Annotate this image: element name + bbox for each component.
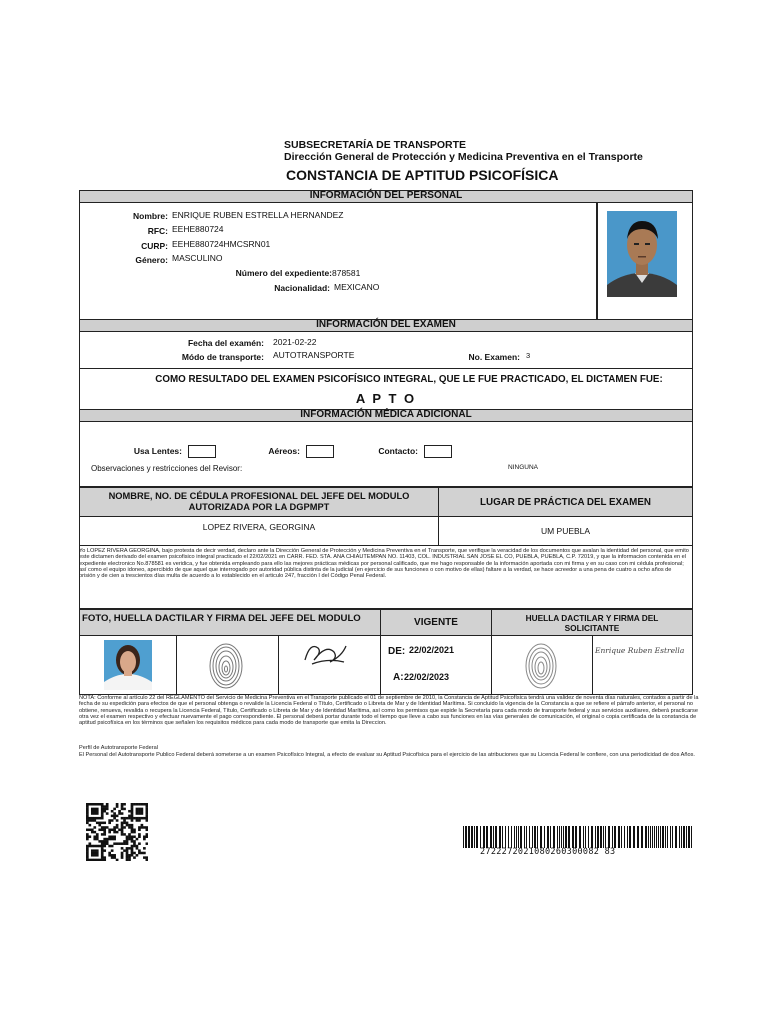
genero-label: Género: bbox=[135, 255, 168, 265]
page-title: CONSTANCIA DE APTITUD PSICOFÍSICA bbox=[286, 167, 559, 183]
jefe-photo bbox=[104, 640, 152, 690]
firma-jefe-header: FOTO, HUELLA DACTILAR Y FIRMA DEL JEFE DEL MODULO bbox=[79, 609, 381, 636]
protesta-box bbox=[79, 545, 693, 609]
perfil-text: El Personal del Autotransporte Publico Federal deberá someterse a un examen Psicofísico Integral, a efecto de evaluar su Aptitud Psicofísica para el ejercicio de las atribuciones que su Licencia Federal le confiere, con una periodicidad de dos Años. bbox=[79, 752, 695, 758]
firma-solicitante-header: HUELLA DACTILAR Y FIRMA DEL SOLICITANTE bbox=[491, 609, 693, 636]
vigente-cell bbox=[380, 635, 492, 695]
a-date: 22/02/2023 bbox=[404, 672, 450, 682]
contacto-checkbox bbox=[424, 445, 452, 458]
curp-value: EEHE880724HMCSRN01 bbox=[172, 239, 271, 249]
personal-section-title: INFORMACIÓN DEL PERSONAL bbox=[79, 190, 693, 203]
a-label: A: bbox=[393, 672, 404, 683]
barcode bbox=[463, 826, 695, 848]
protesta-text: Yo LOPEZ RIVERA GEORGINA, bajo protesta de decir verdad, declaro ante la Dirección General de Protección y Medicina Preventiva en el Transporte, que verifique la veracidad de los documentos que avalan la identidad del personal, que emito este dictamen derivado del examen psicofisico integral practicado el 22/02/2021 en CARR. FED. STA. ANA CHIAUTEMPAN NO. 11403, COL. INDUSTRIAL SAN JOSE EL CO, PUEBLA, PUEBLA, C.P. 72019, y que la informacion contenida en el expediente electronico No.878581 es veridica, y fue obtenida empleando para ello las mejores prácticas médicas por personal calificado, que me hago responsable de la información aportada con mi firma y en su caso con mi cédula profesional; así como el equipo idoneo, apercibido de que aquel que interrogado por autoridad pública distinta de la judicial (en ejercicio de sus funciones o con motivo de ellas) faltare a la verdad, se hace acreedor a una pena de cuatro a ocho años de prisión y de cien a trescientos días multa de acuerdo a lo establecido en el articulo 247, fracción I del Código Penal Federal. bbox=[79, 548, 689, 580]
observaciones-label: Observaciones y restricciones del Revisor: bbox=[91, 464, 243, 473]
observaciones-value: NINGUNA bbox=[508, 464, 538, 471]
expediente-label: Número del expediente: bbox=[235, 268, 332, 278]
solicitante-fingerprint-icon bbox=[524, 642, 558, 690]
exam-section-title: INFORMACIÓN DEL EXAMEN bbox=[79, 319, 693, 332]
no-examen-value: 3 bbox=[526, 351, 531, 360]
solicitante-signature: Enrique Ruben Estrella bbox=[595, 646, 685, 655]
jefe-fingerprint-icon bbox=[208, 642, 244, 690]
lugar-value: UM PUEBLA bbox=[438, 516, 693, 546]
fecha-label: Fecha del examén: bbox=[187, 338, 264, 348]
modo-label: Módo de transporte: bbox=[181, 352, 264, 362]
header-line-1: SUBSECRETARÍA DE TRANSPORTE bbox=[284, 139, 467, 151]
contacto-label: Contacto: bbox=[378, 446, 418, 456]
aereos-checkbox bbox=[306, 445, 334, 458]
nacionalidad-value: MEXICANO bbox=[334, 282, 380, 292]
fecha-value: 2021-02-22 bbox=[273, 337, 317, 347]
vigente-header: VIGENTE bbox=[380, 609, 492, 636]
medical-section-title: INFORMACIÓN MÉDICA ADICIONAL bbox=[79, 409, 693, 422]
nombre-label: Nombre: bbox=[133, 211, 168, 221]
lentes-label: Usa Lentes: bbox=[133, 446, 182, 456]
lugar-header: LUGAR DE PRÁCTICA DEL EXAMEN bbox=[438, 487, 693, 517]
rfc-label: RFC: bbox=[147, 226, 168, 236]
photo-divider bbox=[596, 202, 598, 320]
perfil-title: Perfil de Autotransporte Federal bbox=[79, 745, 158, 751]
rfc-value: EEHE880724 bbox=[172, 224, 224, 234]
jefe-signature-icon bbox=[300, 638, 350, 670]
nota-text: NOTA: Conforme al artículo 22 del REGLAMENTO del Servicio de Medicina Preventiva en el Transporte publicado el 01 de septiembre de 2010, la Constancia de Aptitud Psicofísica tendrá una validez de noventa días naturales, contados a partir de la fecha de su expedición para efectos de que el personal obtenga o revalide la Licencia Federal o Título, Certificado o Libreta de Mar y de Identidad Marítima. Si concluido la vigencia de la Constancia a que se refiere el párrafo anterior, el personal no obtiene, renueva, revalida o recupera la Licencia Federal, Título, Certificado o Libreta de Mar y de Identidad Marítima, así como los permisos que expide la Secretaría para cada modo de transporte federal y sus servicios auxiliares, deberá practicarse otra vez el examen respectivo y efectuar nuevamente el pago correspondiente. El personal deberá portar durante todo el tiempo que lleve a cabo sus funciones en las vías generales de comunicación, el original o copia certificada de la constancia de aptitud psicofísica en los términos que señalen los requisitos médicos para cada modo de transporte que emita la Direccion. bbox=[79, 695, 699, 727]
nacionalidad-label: Nacionalidad: bbox=[274, 283, 330, 293]
no-examen-label: No. Examen: bbox=[468, 352, 520, 362]
barcode-number: 2722272021080260300082 83 bbox=[480, 847, 616, 857]
modo-value: AUTOTRANSPORTE bbox=[273, 350, 355, 360]
de-date: 22/02/2021 bbox=[409, 645, 455, 655]
header-line-2: Dirección General de Protección y Medicina Preventiva en el Transporte bbox=[284, 151, 643, 163]
lentes-checkbox bbox=[188, 445, 216, 458]
dictamen-result: A P T O bbox=[355, 391, 417, 406]
dictamen-text: COMO RESULTADO DEL EXAMEN PSICOFÍSICO INTEGRAL, QUE LE FUE PRACTICADO, EL DICTAMEN FUE: bbox=[155, 374, 663, 385]
solicitante-signature-cell bbox=[592, 635, 693, 695]
de-label: DE: bbox=[388, 646, 406, 657]
nombre-value: ENRIQUE RUBEN ESTRELLA HERNANDEZ bbox=[172, 210, 344, 220]
aereos-label: Aéreos: bbox=[268, 446, 300, 456]
jefe-name-header: NOMBRE, NO. DE CÉDULA PROFESIONAL DEL JEFE DEL MODULO AUTORIZADA POR LA DGPMPT bbox=[79, 487, 439, 517]
jefe-name-value: LOPEZ RIVERA, GEORGINA bbox=[79, 516, 439, 546]
genero-value: MASCULINO bbox=[172, 253, 223, 263]
curp-label: CURP: bbox=[141, 241, 168, 251]
qr-code bbox=[86, 803, 148, 861]
expediente-value: 878581 bbox=[332, 268, 361, 278]
applicant-photo bbox=[607, 211, 677, 297]
